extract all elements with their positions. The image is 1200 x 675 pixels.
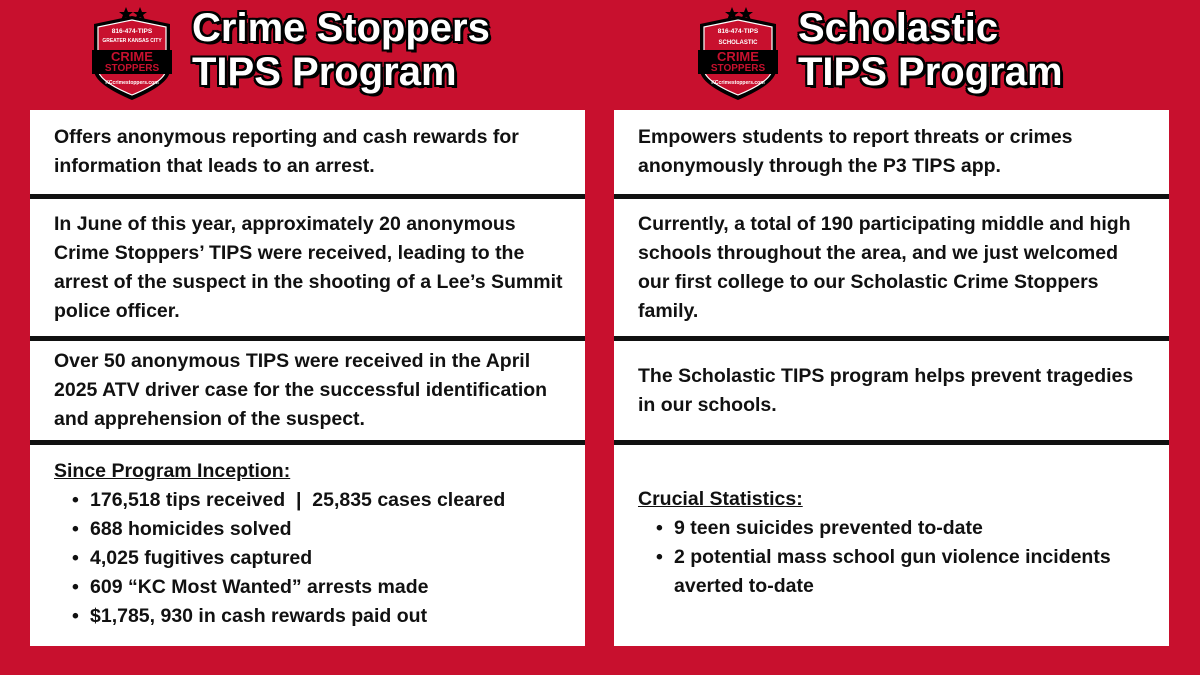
stats-list bbox=[656, 514, 1147, 601]
scholastic-panel bbox=[614, 110, 1169, 646]
title-line-1: Scholastic bbox=[798, 6, 999, 50]
logo-name-line2: STOPPERS bbox=[104, 63, 160, 74]
stat-item: • 176,518 tips received | 25,835 cases cleared bbox=[72, 486, 563, 515]
info-box-overview bbox=[614, 110, 1169, 194]
logo-website: KCcrimestoppers.com bbox=[711, 80, 765, 86]
stats-box bbox=[614, 445, 1169, 646]
logo-name-line2: STOPPERS bbox=[710, 63, 766, 74]
stats-heading: Crucial Statistics: bbox=[638, 488, 803, 510]
logo-tagline: GREATER KANSAS CITY bbox=[102, 38, 162, 44]
stat-item: • 609 “KC Most Wanted” arrests made bbox=[72, 573, 563, 602]
info-box-june-case bbox=[30, 199, 585, 336]
crime-stoppers-title bbox=[192, 6, 490, 94]
logo-website: KCcrimestoppers.com bbox=[105, 80, 159, 86]
participation-text: Currently, a total of 190 participating middle and high schools throughout the area, and we just welcomed our first college to our Scholastic Crime Stoppers family. bbox=[638, 212, 1131, 322]
scholastic-logo-icon bbox=[694, 6, 782, 102]
june-case-text: In June of this year, approximately 20 anonymous Crime Stoppers’ TIPS were received, leading to the arrest of the suspect in the shooting of a Lee’s Summit police officer. bbox=[54, 212, 563, 322]
stat-item: • 2 potential mass school gun violence incidents averted to-date bbox=[656, 543, 1147, 601]
scholastic-header bbox=[614, 0, 1169, 108]
info-box-prevention bbox=[614, 341, 1169, 440]
overview-text: Offers anonymous reporting and cash rewards for information that leads to an arrest. bbox=[54, 126, 519, 177]
stat-item: • $1,785, 930 in cash rewards paid out bbox=[72, 602, 563, 631]
crime-stoppers-panel bbox=[30, 110, 585, 646]
logo-phone: 816-474-TIPS bbox=[717, 28, 759, 35]
scholastic-column bbox=[614, 0, 1169, 675]
stat-item: • 4,025 fugitives captured bbox=[72, 544, 563, 573]
stat-item: • 9 teen suicides prevented to-date bbox=[656, 514, 1147, 543]
stats-heading: Since Program Inception: bbox=[54, 460, 291, 482]
crime-stoppers-logo-icon bbox=[88, 6, 176, 102]
scholastic-title bbox=[798, 6, 1063, 94]
title-line-1: Crime Stoppers bbox=[192, 6, 490, 50]
overview-text: Empowers students to report threats or crimes anonymously through the P3 TIPS app. bbox=[638, 126, 1073, 177]
prevention-text: The Scholastic TIPS program helps prevent tragedies in our schools. bbox=[638, 364, 1134, 416]
title-line-2: TIPS Program bbox=[798, 50, 1063, 94]
crime-stoppers-column bbox=[30, 0, 585, 675]
title-line-2: TIPS Program bbox=[192, 50, 457, 94]
logo-phone: 816-474-TIPS bbox=[111, 28, 153, 35]
atv-case-text: Over 50 anonymous TIPS were received in the April 2025 ATV driver case for the successful identification and apprehension of the suspect. bbox=[54, 350, 548, 430]
stat-item: • 688 homicides solved bbox=[72, 515, 563, 544]
info-box-atv-case bbox=[30, 341, 585, 440]
info-box-overview bbox=[30, 110, 585, 194]
crime-stoppers-header bbox=[30, 0, 585, 108]
logo-name-line1: CRIME bbox=[111, 49, 153, 64]
logo-name-line1: CRIME bbox=[717, 49, 759, 64]
logo-tagline: SCHOLASTIC bbox=[718, 40, 758, 46]
stats-list bbox=[72, 486, 563, 631]
info-box-participation bbox=[614, 199, 1169, 336]
stats-box bbox=[30, 445, 585, 646]
